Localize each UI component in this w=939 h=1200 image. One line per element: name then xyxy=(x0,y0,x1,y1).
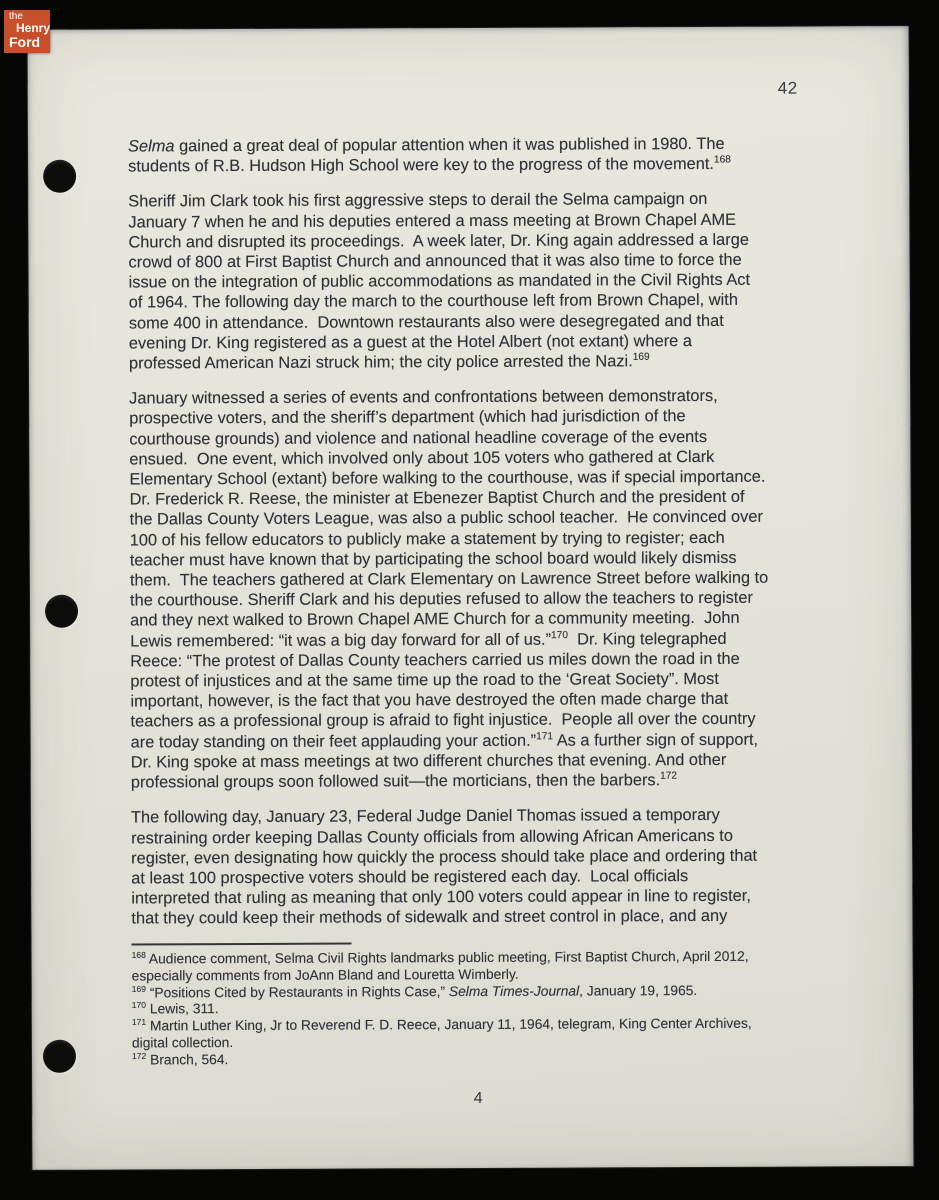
body-paragraph xyxy=(128,189,829,374)
body-paragraph xyxy=(129,386,831,793)
text-line: Dr. Frederick R. Reese, the minister at Ebenezer Baptist Church and the president of xyxy=(129,488,745,509)
text-line: students of R.B. Hudson High School were key to the progress of the movement.$^{168}$ xyxy=(128,154,731,176)
text-line: of 1964. The following day the march to the courthouse left from Brown Chapel, with xyxy=(128,291,738,312)
text-line: at least 100 prospective voters should be registered each day. Local officials xyxy=(131,866,689,888)
text-line: interpreted that ruling as meaning that only 100 voters could appear in line to register, xyxy=(131,886,751,908)
text-line: evening Dr. King registered as a guest at the Hotel Albert (not extant) where a xyxy=(128,331,692,353)
text-line: crowd of 800 at First Baptist Church and announced that it was also time to force the xyxy=(128,250,742,272)
page-number-top: 42 xyxy=(777,78,798,98)
text-line: Reece: “The protest of Dallas County teachers carried us miles down the road in the xyxy=(130,649,740,671)
text-line: the Dallas County Voters League, was also a public school teacher. He convinced over xyxy=(129,508,763,529)
page-number-bottom: 4 xyxy=(473,1089,483,1107)
body-paragraph xyxy=(131,805,832,929)
text-line: important, however, is the fact that you have destroyed the often made charge that xyxy=(130,690,729,711)
scanned-page xyxy=(28,26,914,1170)
text-line: and they next walked to Brown Chapel AME Church for a community meeting. John xyxy=(130,609,740,630)
text-line: professed American Nazi struck him; the city police arrested the Nazi.$^{169}$ xyxy=(128,351,650,373)
text-line: restraining order keeping Dallas County officials from allowing African Americans to xyxy=(131,826,733,847)
text-line: courthouse grounds) and violence and national headline coverage of the events xyxy=(129,427,708,449)
footnote-line: $^{172}$ Branch, 564. xyxy=(131,1050,229,1068)
text-line: protest of injustices and at the same time up the road to the ‘Great Society”. Most xyxy=(130,669,719,691)
hole-punch-top xyxy=(43,160,76,193)
footnote-line: $^{171}$ Martin Luther King, Jr to Reverend F. D. Reece, January 11, 1964, telegram, King Center Archives, xyxy=(131,1015,752,1034)
footnote-separator-rule xyxy=(132,943,352,946)
text-line: Selma gained a great deal of popular attention when it was published in 1980. The xyxy=(127,134,725,156)
footnote-line: $^{168}$ Audience comment, Selma Civil Rights landmarks public meeting, First Baptist Church, April 2012, xyxy=(131,948,749,967)
footnote-line: $^{170}$ Lewis, 311. xyxy=(131,1000,219,1017)
body-paragraph xyxy=(128,133,828,176)
text-line: them. The teachers gathered at Clark Elementary on Lawrence Street before walking to xyxy=(129,568,769,590)
text-line: Dr. King spoke at mass meetings at two different churches that evening. And other xyxy=(130,750,727,772)
text-line: Lewis remembered: “it was a big day forward for all of us.”$^{170}$ Dr. King telegraphed xyxy=(130,629,727,651)
text-line: that they could keep their methods of sidewalk and street control in place, and any xyxy=(131,907,728,928)
text-line: some 400 in attendance. Downtown restaurants also were desegregated and that xyxy=(128,311,724,333)
footnote-line: $^{169}$ “Positions Cited by Restaurants in Rights Case,” Selma Times-Journal, January 19, 1965. xyxy=(131,982,698,1001)
footnote-list xyxy=(132,948,843,1069)
text-line: 100 of his fellow educators to publicly make a statement by trying to register; each xyxy=(129,528,725,550)
hole-punch-bottom xyxy=(43,1040,76,1073)
footnotes xyxy=(132,940,843,1069)
text-line: prospective voters, and the sheriff’s department (which had jurisdiction of the xyxy=(129,407,686,428)
text-line: ensued. One event, which involved only about 105 voters who gathered at Clark xyxy=(129,447,715,469)
text-line: are today standing on their feet applauding your action.”$^{171}$ As a further sign of support, xyxy=(130,730,759,752)
text-line: issue on the integration of public accommodations as mandated in the Civil Rights Act xyxy=(128,270,751,292)
logo-text-ford: Ford xyxy=(9,34,41,50)
footnote-line: especially comments from JoAnn Bland and Louretta Wimberly. xyxy=(131,966,519,984)
text-line: teacher must have known that by participating the school board would likely dismiss xyxy=(129,548,737,570)
footnote-line: digital collection. xyxy=(131,1035,234,1051)
text-line: January witnessed a series of events and confrontations between demonstrators, xyxy=(129,387,718,408)
logo-text-henry: Henry xyxy=(16,21,51,35)
text-line: professional groups soon followed suit—the morticians, then the barbers.$^{172}$ xyxy=(130,770,678,792)
text-line: the courthouse. Sheriff Clark and his deputies refused to allow the teachers to register xyxy=(129,589,753,610)
text-line: register, even designating how quickly the process should take place and ordering that xyxy=(131,846,758,868)
logo-text-the: the xyxy=(9,11,23,22)
text-line: Elementary School (extant) before walking to the courthouse, was if special importance. xyxy=(129,467,766,489)
text-line: teachers as a professional group is afraid to fight injustice. People all over the country xyxy=(130,710,756,731)
body-text xyxy=(128,133,832,944)
text-line: Sheriff Jim Clark took his first aggressive steps to derail the Selma campaign on xyxy=(128,190,708,211)
hole-punch-middle xyxy=(45,595,78,628)
text-line: The following day, January 23, Federal Judge Daniel Thomas issued a temporary xyxy=(130,806,720,827)
text-line: January 7 when he and his deputies entered a mass meeting at Brown Chapel AME xyxy=(128,210,737,232)
henry-ford-logo xyxy=(4,10,50,53)
text-line: Church and disrupted its proceedings. A week later, Dr. King again addressed a large xyxy=(128,230,749,252)
